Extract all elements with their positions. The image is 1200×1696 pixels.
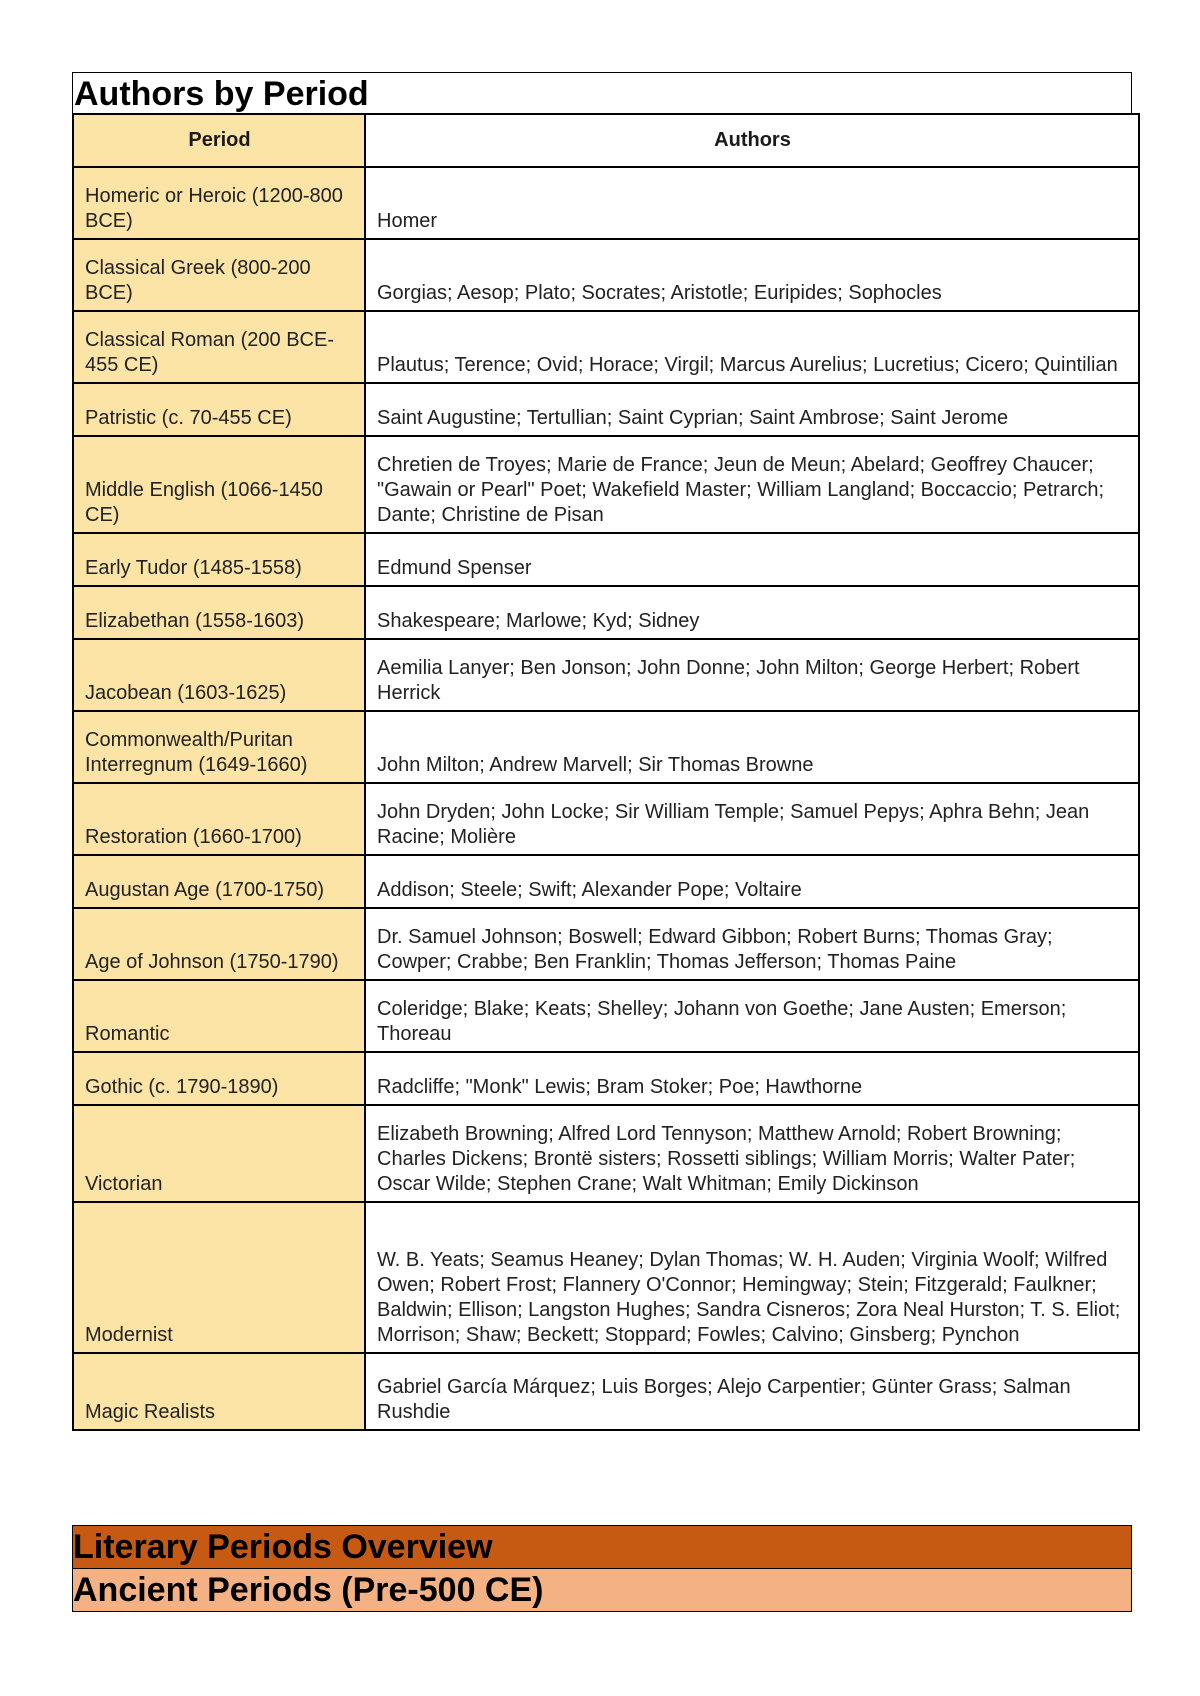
- authors-cell: Dr. Samuel Johnson; Boswell; Edward Gibbon; Robert Burns; Thomas Gray; Cowper; Crabbe; Ben Franklin; Thomas Jefferson; Thomas Paine: [365, 908, 1139, 980]
- authors-cell: John Dryden; John Locke; Sir William Temple; Samuel Pepys; Aphra Behn; Jean Racine; Molière: [365, 783, 1139, 855]
- authors-cell: Plautus; Terence; Ovid; Horace; Virgil; Marcus Aurelius; Lucretius; Cicero; Quintilian: [365, 311, 1139, 383]
- table-row: [73, 1105, 1139, 1202]
- table-row: [73, 639, 1139, 711]
- table-row: [73, 167, 1139, 239]
- period-cell: Classical Greek (800-200 BCE): [73, 239, 365, 311]
- overview-subheading-bar: [73, 1568, 1131, 1611]
- authors-cell: Addison; Steele; Swift; Alexander Pope; Voltaire: [365, 855, 1139, 908]
- table-row: [73, 436, 1139, 533]
- overview-heading: Literary Periods Overview: [73, 1528, 493, 1566]
- overview-heading-bar: [73, 1526, 1131, 1568]
- overview-subheading: Ancient Periods (Pre-500 CE): [73, 1571, 544, 1609]
- authors-cell: Chretien de Troyes; Marie de France; Jeun de Meun; Abelard; Geoffrey Chaucer; "Gawain or Pearl" Poet; Wakefield Master; William Langland; Boccaccio; Petrarch; Dante; Christine de Pisan: [365, 436, 1139, 533]
- period-cell: Jacobean (1603-1625): [73, 639, 365, 711]
- authors-cell: Gabriel García Márquez; Luis Borges; Alejo Carpentier; Günter Grass; Salman Rushdie: [365, 1353, 1139, 1430]
- table-row: [73, 383, 1139, 436]
- table-row: [73, 311, 1139, 383]
- table-row: [73, 1353, 1139, 1430]
- document-title: Authors by Period: [74, 75, 369, 113]
- authors-cell: W. B. Yeats; Seamus Heaney; Dylan Thomas; W. H. Auden; Virginia Woolf; Wilfred Owen; Robert Frost; Flannery O'Connor; Hemingway; Stein; Fitzgerald; Faulkner; Baldwin; Ellison; Langston Hughes; Sandra Cisneros; Zora Neal Hurston; T. S. Eliot; Morrison; Shaw; Beckett; Stoppard; Fowles; Calvino; Ginsberg; Pynchon: [365, 1202, 1139, 1353]
- period-cell: Modernist: [73, 1202, 365, 1353]
- literary-periods-overview: [72, 1525, 1132, 1612]
- table-row: [73, 586, 1139, 639]
- document-title-box: [72, 72, 1132, 114]
- period-cell: Restoration (1660-1700): [73, 783, 365, 855]
- authors-cell: John Milton; Andrew Marvell; Sir Thomas Browne: [365, 711, 1139, 783]
- table-row: [73, 711, 1139, 783]
- table-header-row: [73, 114, 1139, 167]
- period-cell: Age of Johnson (1750-1790): [73, 908, 365, 980]
- authors-cell: Coleridge; Blake; Keats; Shelley; Johann von Goethe; Jane Austen; Emerson; Thoreau: [365, 980, 1139, 1052]
- period-cell: Homeric or Heroic (1200-800 BCE): [73, 167, 365, 239]
- authors-cell: Radcliffe; "Monk" Lewis; Bram Stoker; Poe; Hawthorne: [365, 1052, 1139, 1105]
- period-cell: Early Tudor (1485-1558): [73, 533, 365, 586]
- table-row: [73, 1052, 1139, 1105]
- authors-cell: Shakespeare; Marlowe; Kyd; Sidney: [365, 586, 1139, 639]
- authors-by-period-table: [72, 113, 1140, 1431]
- table-row: [73, 783, 1139, 855]
- authors-cell: Gorgias; Aesop; Plato; Socrates; Aristotle; Euripides; Sophocles: [365, 239, 1139, 311]
- authors-cell: Edmund Spenser: [365, 533, 1139, 586]
- authors-cell: Elizabeth Browning; Alfred Lord Tennyson; Matthew Arnold; Robert Browning; Charles Dickens; Brontë sisters; Rossetti siblings; William Morris; Walter Pater; Oscar Wilde; Stephen Crane; Walt Whitman; Emily Dickinson: [365, 1105, 1139, 1202]
- period-cell: Gothic (c. 1790-1890): [73, 1052, 365, 1105]
- table-row: [73, 980, 1139, 1052]
- period-cell: Augustan Age (1700-1750): [73, 855, 365, 908]
- authors-cell: Saint Augustine; Tertullian; Saint Cyprian; Saint Ambrose; Saint Jerome: [365, 383, 1139, 436]
- period-cell: Classical Roman (200 BCE-455 CE): [73, 311, 365, 383]
- table-row: [73, 533, 1139, 586]
- authors-cell: Aemilia Lanyer; Ben Jonson; John Donne; John Milton; George Herbert; Robert Herrick: [365, 639, 1139, 711]
- table-row: [73, 855, 1139, 908]
- period-column-header: Period: [73, 114, 365, 167]
- period-cell: Middle English (1066-1450 CE): [73, 436, 365, 533]
- table-row: [73, 908, 1139, 980]
- period-cell: Patristic (c. 70-455 CE): [73, 383, 365, 436]
- authors-cell: Homer: [365, 167, 1139, 239]
- table-row: [73, 1202, 1139, 1353]
- period-cell: Elizabethan (1558-1603): [73, 586, 365, 639]
- period-cell: Magic Realists: [73, 1353, 365, 1430]
- period-cell: Commonwealth/Puritan Interregnum (1649-1660): [73, 711, 365, 783]
- period-cell: Victorian: [73, 1105, 365, 1202]
- period-cell: Romantic: [73, 980, 365, 1052]
- authors-column-header: Authors: [365, 114, 1139, 167]
- table-row: [73, 239, 1139, 311]
